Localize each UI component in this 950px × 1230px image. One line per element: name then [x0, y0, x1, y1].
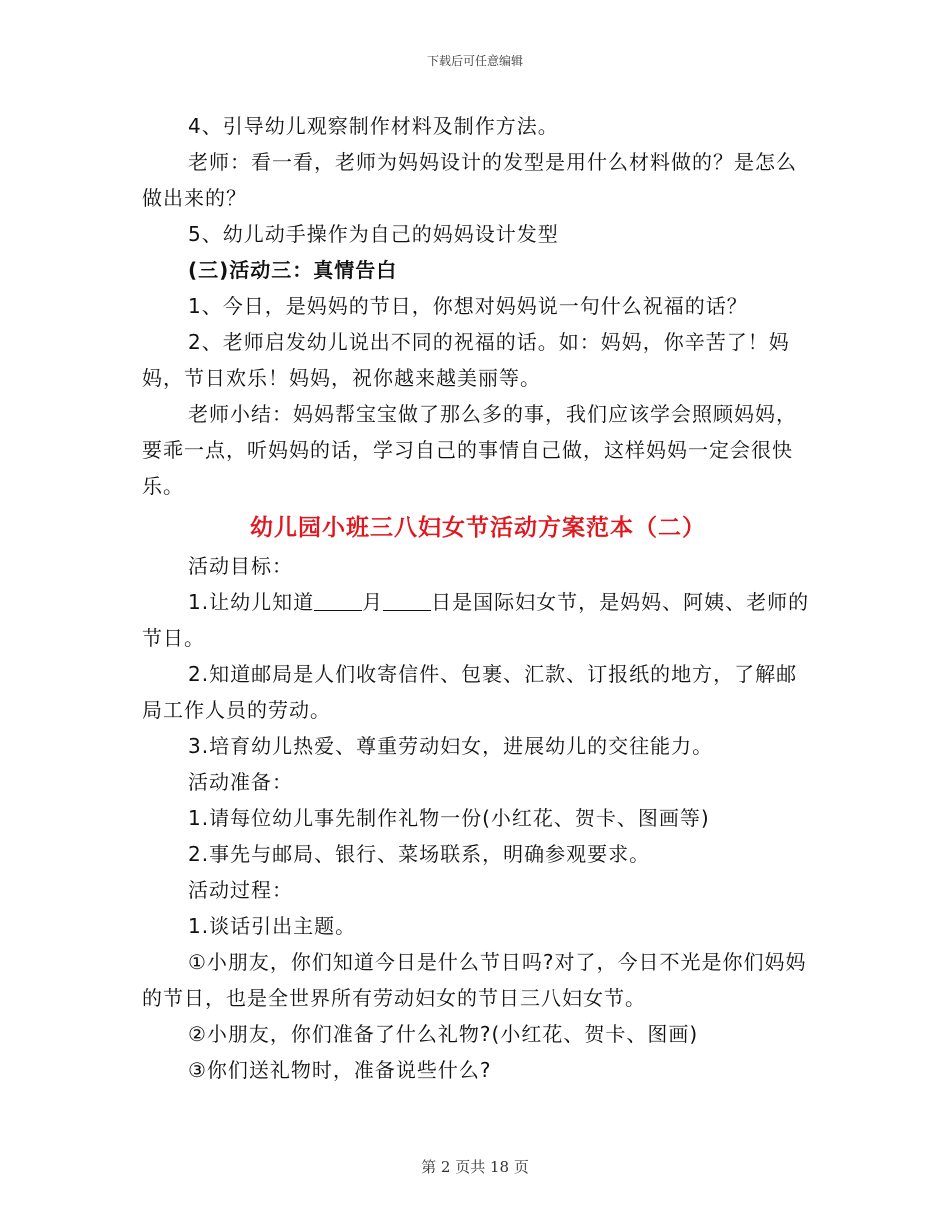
- blank-line: [383, 590, 431, 611]
- paragraph: 5、幼儿动手操作为自己的妈妈设计发型: [188, 222, 559, 246]
- paragraph: 2.事先与邮局、银行、菜场联系，明确参观要求。: [188, 842, 651, 866]
- paragraph: 活动过程：: [188, 878, 293, 902]
- paragraph: 4、引导幼儿观察制作材料及制作方法。: [188, 114, 559, 138]
- paragraph: 老师小结：妈妈帮宝宝做了那么多的事，我们应该学会照顾妈妈，要乖一点，听妈妈的话，学习自己的事情自己做，这样妈妈一定会很快乐。: [142, 402, 797, 498]
- paragraph: 1.请每位幼儿事先制作礼物一份(小红花、贺卡、图画等): [188, 806, 710, 830]
- paragraph: ①小朋友，你们知道今日是什么节日吗?对了，今日不光是你们妈妈的节日，也是全世界所有劳动妇女的节日三八妇女节。: [142, 950, 807, 1010]
- paragraph-goal-1: [142, 584, 814, 656]
- paragraph: 1、今日，是妈妈的节日，你想对妈妈说一句什么祝福的话？: [188, 294, 748, 318]
- paragraph: 老师：看一看，老师为妈妈设计的发型是用什么材料做的？是怎么做出来的？: [142, 150, 797, 210]
- goal1-suffix: 日是国际妇女节，是妈妈、阿姨、老师的节日。: [142, 590, 810, 650]
- section-title: 幼儿园小班三八妇女节活动方案范本（二）: [250, 515, 706, 541]
- paragraph: 1.谈话引出主题。: [188, 914, 357, 938]
- page-header: 下载后可任意编辑: [426, 54, 523, 68]
- paragraph: 活动准备：: [188, 770, 293, 794]
- paragraph: 3.培育幼儿热爱、尊重劳动妇女，进展幼儿的交往能力。: [188, 734, 714, 758]
- paragraph: 2、老师启发幼儿说出不同的祝福的话。如：妈妈，你辛苦了！妈妈，节日欢乐！妈妈，祝你越来越美丽等。: [142, 330, 790, 390]
- paragraph: ②小朋友，你们准备了什么礼物?(小红花、贺卡、图画): [188, 1022, 699, 1046]
- goal-label: 活动目标：: [188, 554, 293, 578]
- page-footer: 第 2 页共 18 页: [421, 1158, 529, 1176]
- blank-line: [314, 590, 362, 611]
- document-body: [142, 108, 814, 1088]
- goal1-month: 月: [362, 590, 384, 614]
- goal1-prefix: 1.让幼儿知道: [188, 590, 315, 614]
- paragraph: ③你们送礼物时，准备说些什么?: [188, 1058, 492, 1082]
- subsection-heading: (三)活动三：真情告白: [188, 258, 398, 282]
- paragraph: 2.知道邮局是人们收寄信件、包裹、汇款、订报纸的地方，了解邮局工作人员的劳动。: [142, 662, 798, 722]
